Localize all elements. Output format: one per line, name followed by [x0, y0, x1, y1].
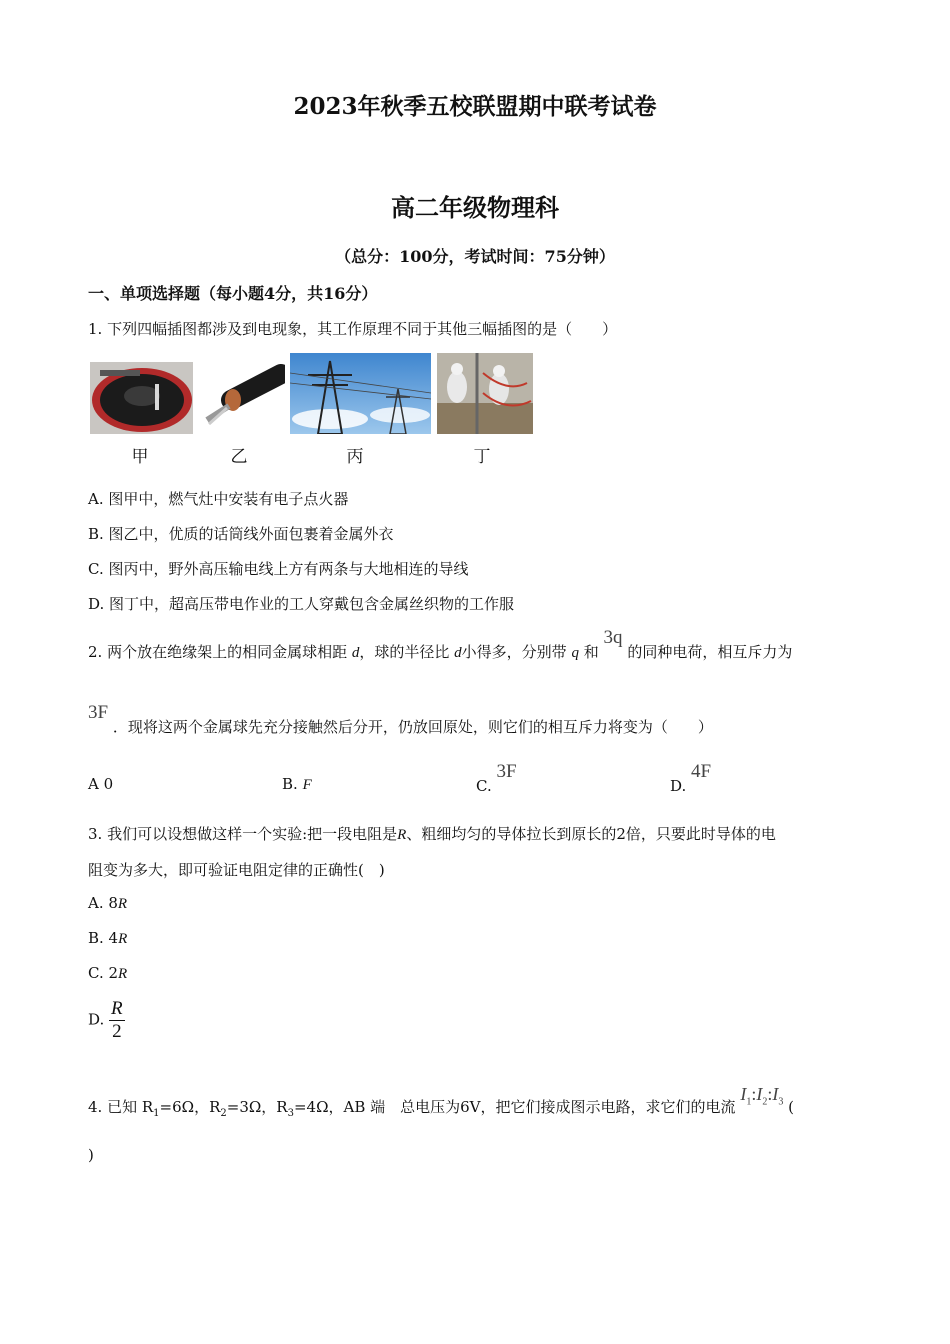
q4-paren-close: ) — [88, 1146, 94, 1164]
q1-image-ding — [437, 353, 533, 434]
q2-option-a: A 0 — [88, 775, 114, 793]
q2-text: 和 — [583, 643, 599, 661]
q1-option-c: C. 图丙中，野外高压输电线上方有两条与大地相连的导线 — [88, 560, 469, 578]
q2-text: 的同种电荷，相互斥力为 — [627, 643, 793, 661]
live-line-worker-image — [437, 353, 533, 434]
caption-bing: 丙 — [346, 447, 364, 467]
q3-option-d: D. $\frac{R}{2}$ — [88, 998, 123, 1042]
q1-image-bing — [290, 353, 431, 434]
q1-option-d: D. 图丁中，超高压带电作业的工人穿戴包含金属丝织物的工作服 — [88, 595, 515, 613]
q4-current-ratio: $I_1:I_2:I_3$ — [740, 1084, 784, 1108]
q2-text: ，球的半径比 — [359, 643, 450, 661]
shielded-cable-image — [203, 362, 285, 434]
q3-option-c: C. 2R — [88, 964, 128, 982]
q2-stem-line2 — [88, 702, 713, 738]
q2-var-d: d — [351, 645, 360, 661]
power-tower-image — [290, 353, 431, 434]
caption-ding: 丁 — [473, 447, 491, 467]
q4-stem: 4. 已知 $R_1=6\Omega$，$R_2=3\Omega$，$R_3=4\Omega$，AB 端 总电压为6V，把它们接成图示电路，求它们的电流 $I_1:I_2:I_3$ ( — [88, 1084, 794, 1119]
q1-option-b: B. 图乙中，优质的话筒线外面包裹着金属外衣 — [88, 525, 394, 543]
caption-jia: 甲 — [131, 447, 149, 467]
exam-meta: （总分：100分，考试时间：75分钟） — [335, 247, 615, 266]
q3-fraction: $\frac{R}{2}$ — [111, 998, 123, 1042]
q2-option-c: C. 3F — [476, 761, 517, 795]
q1-option-a: A. 图甲中，燃气灶中安装有电子点火器 — [88, 490, 349, 508]
q3-var-r: R — [397, 827, 407, 843]
q3-option-b: B. 4R — [88, 929, 128, 947]
q1-stem: 1. 下列四幅插图都涉及到电现象，其工作原理不同于其他三幅插图的是（ ） — [88, 320, 618, 338]
q2-stem-line1 — [88, 627, 793, 663]
q2-option-d: D. 4F — [670, 761, 712, 795]
q3-stem-line2: 阻变为多大，即可验证电阻定律的正确性( ) — [88, 861, 385, 879]
q2-charge-3q: 3q — [603, 627, 623, 648]
q1-image-jia — [90, 362, 193, 434]
q2-text: ．现将这两个金属球先充分接触然后分开，仍放回原处，则它们的相互斥力将变为（ ） — [112, 718, 713, 736]
q2-var-q: q — [571, 645, 579, 661]
section-heading: 一、单项选择题（每小题4分，共16分） — [88, 284, 378, 303]
q2-var-d: d — [454, 645, 462, 661]
subject-title: 高二年级物理科 — [391, 193, 559, 222]
gas-igniter-image — [90, 362, 193, 434]
q3-option-a: A. 8R — [88, 894, 128, 912]
q2-text: 小得多，分别带 — [461, 643, 567, 661]
q2-text: 2. 两个放在绝缘架上的相同金属球相距 — [88, 643, 348, 661]
exam-title: 2023年秋季五校联盟期中联考试卷 — [293, 93, 657, 120]
q1-image-yi — [203, 362, 285, 434]
q2-force-3f: 3F — [88, 702, 109, 723]
q3-stem-line1: 3. 我们可以设想做这样一个实验:把一段电阻是R、粗细均匀的导体拉长到原长的2倍，只要此时导体的电 — [88, 825, 776, 843]
caption-yi: 乙 — [230, 447, 248, 467]
q2-option-b: B. F — [282, 775, 312, 793]
